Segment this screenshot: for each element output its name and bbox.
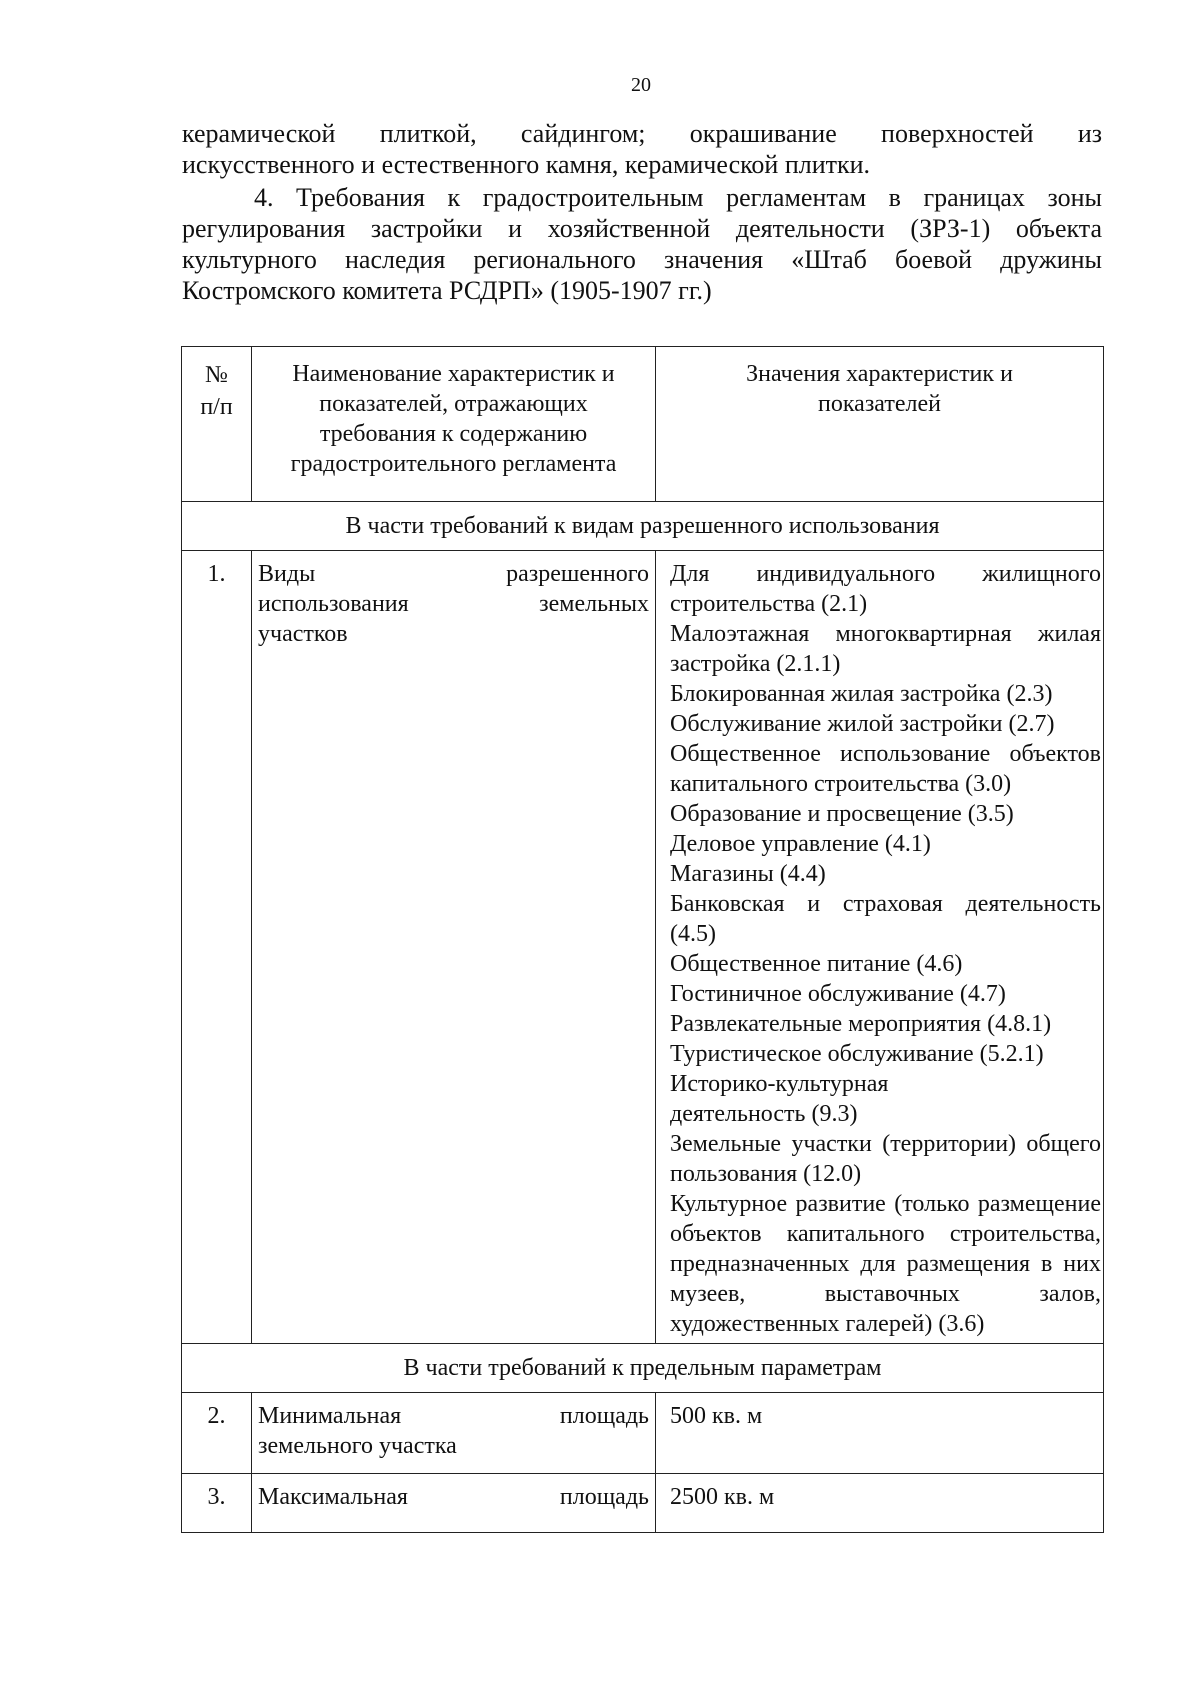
table-header-row [182,347,1104,502]
table-row [182,1393,1104,1474]
section-row-permitted-use [182,502,1104,551]
row-values [656,551,1104,1344]
page-number: 20 [631,74,651,96]
header-num [182,347,252,502]
use-item: Для индивидуального жилищного строительства (2.1) [670,561,1101,617]
header-value [656,347,1104,502]
row-number: 3. [182,1474,252,1533]
section-row-limit-parameters [182,1344,1104,1393]
row-name-line: использования земельных [258,591,649,617]
header-num-line: п/п [200,394,233,420]
use-item: Малоэтажная многоквартирная жилая застройка (2.1.1) [670,621,1101,677]
row-name-line: участков [258,621,348,647]
use-item: Земельные участки (территории) общего пользования (12.0) [670,1131,1101,1187]
header-name-line: градостроительного регламента [290,451,617,477]
use-item: Банковская и страховая деятельность (4.5) [670,891,1101,947]
use-item: Развлекательные мероприятия (4.8.1) [670,1011,1052,1037]
row-name-line: Максимальная площадь [258,1484,649,1510]
table-row [182,1474,1104,1533]
use-item: Туристическое обслуживание (5.2.1) [670,1041,1044,1067]
use-item: Магазины (4.4) [670,861,826,887]
use-item: Гостиничное обслуживание (4.7) [670,981,1006,1007]
row-value: 2500 кв. м [656,1474,1104,1533]
header-value-line: Значения характеристик и [746,361,1013,387]
table-row [182,551,1104,1344]
header-name-line: показателей, отражающих [319,391,588,417]
section-4-paragraph: 4. Требования к градостроительным регламентам в границах зоны регулирования застройки и хозяйственной деятельности (ЗРЗ-1) объекта культурного наследия регионального значения «Штаб боевой дружины Костромского комитета РСДРП» (1905-1907 гг.) [182,183,1102,305]
use-item: Обслуживание жилой застройки (2.7) [670,711,1055,737]
intro-line-2: искусственного и естественного камня, керамической плитки. [182,150,871,179]
use-item: Образование и просвещение (3.5) [670,801,1014,827]
intro-line-1: керамической плиткой, сайдингом; окрашивание поверхностей из [182,119,1102,148]
header-name [252,347,656,502]
use-item: Культурное развитие (только размещение объектов капитального строительства, предназначенных для размещения в них музеев, выставочных залов, художественных галерей) (3.6) [670,1191,1101,1337]
use-item: Блокированная жилая застройка (2.3) [670,681,1053,707]
row-name [252,1393,656,1474]
row-name-line: Минимальная площадь [258,1403,649,1429]
use-item: Деловое управление (4.1) [670,831,931,857]
section-title: В части требований к предельным параметрам [182,1344,1104,1393]
row-number: 1. [182,551,252,1344]
intro-text [182,118,1102,306]
row-number: 2. [182,1393,252,1474]
row-name-line: Виды разрешенного [258,561,649,587]
row-name [252,551,656,1344]
header-name-line: требования к содержанию [319,421,588,447]
use-item: Историко-культурная деятельность (9.3) [670,1071,889,1127]
header-name-line: Наименование характеристик и [292,361,615,387]
use-item: Общественное питание (4.6) [670,951,963,977]
use-item: Общественное использование объектов капитального строительства (3.0) [670,741,1101,797]
header-num-line: № [205,362,228,388]
row-value: 500 кв. м [656,1393,1104,1474]
regulation-table [181,346,1104,1533]
row-name-line: земельного участка [258,1433,457,1459]
section-title: В части требований к видам разрешенного использования [182,502,1104,551]
header-value-line: показателей [818,391,941,417]
row-name [252,1474,656,1533]
